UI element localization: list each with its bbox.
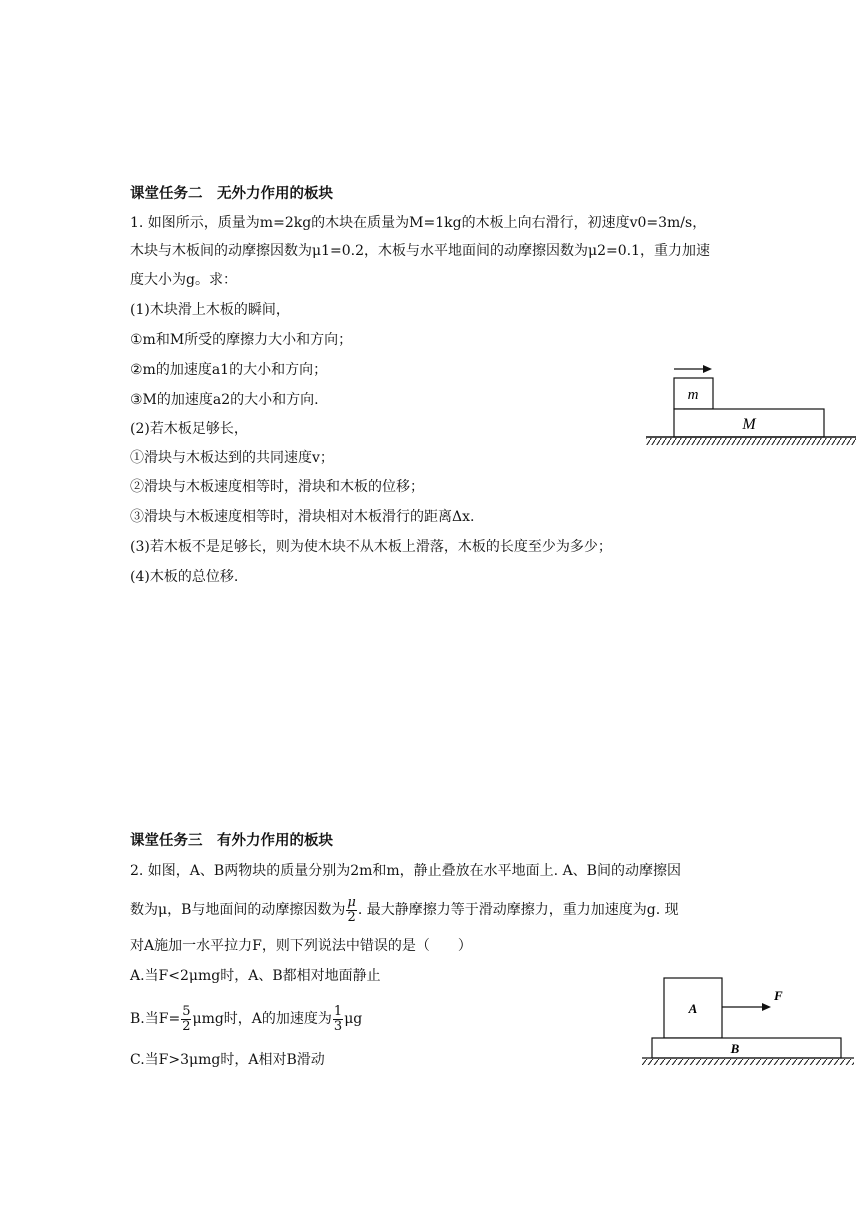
one-third-fraction [333,1005,343,1034]
fraction-denominator: 3 [333,1018,343,1034]
ground-hatch [646,438,856,445]
ground-hatch [642,1059,854,1065]
task3-line-2-text-b: . 最大静摩擦力等于滑动摩擦力，重力加速度为g. 现 [357,902,679,918]
board-label: M [742,416,756,433]
fraction-denominator: 2 [182,1018,191,1034]
task2-question-2b: ②滑块与木板速度相等时，滑块和木板的位移； [130,479,424,495]
force-arrow [722,1003,771,1011]
task3-problem-line-1: 2. 如图，A、B两物块的质量分别为2m和m，静止叠放在水平地面上. A、B间的动摩擦因 [130,863,681,879]
task2-question-1: (1)木块滑上木板的瞬间， [130,302,290,318]
task2-question-1c: ③M的加速度a2的大小和方向. [130,392,319,408]
task2-question-2a: ①滑块与木板达到的共同速度v； [130,450,334,466]
five-halves-fraction [181,1005,191,1034]
block-b [652,1038,841,1058]
task2-question-3: (3)若木板不是足够长，则为使木块不从木板上滑落，木板的长度至少为多少； [130,539,612,555]
fraction-numerator: 5 [182,1003,191,1019]
task2-heading: 课堂任务二 无外力作用的板块 [130,186,333,202]
task3-line-2-text-a: 数为μ，B与地面间的动摩擦因数为 [130,902,346,918]
mu-over-2-fraction [346,896,356,925]
option-b-text-c: μg [344,1011,363,1027]
block-a-label: A [688,1001,698,1016]
option-b [130,1001,362,1037]
task3-problem-line-2 [130,893,679,927]
task2-question-4: (4)木板的总位移. [130,569,239,585]
task3-heading: 课堂任务三 有外力作用的板块 [130,833,333,849]
option-c: C.当F>3μmg时，A相对B滑动 [130,1052,325,1068]
task2-problem-line-3: 度大小为g。求： [130,272,237,288]
fraction-numerator: 1 [333,1003,343,1019]
block-board-figure [640,360,860,450]
task2-problem-line-2: 木块与木板间的动摩擦因数为μ1=0.2，木板与水平地面间的动摩擦因数为μ2=0.1，重力加速 [130,243,710,259]
fraction-numerator: μ [347,894,356,910]
option-b-text-a: B.当F= [130,1011,181,1027]
option-b-text-b: μmg时，A的加速度为 [192,1011,332,1027]
force-block-figure [640,972,858,1072]
task2-question-2c: ③滑块与木板速度相等时，滑块相对木板滑行的距离Δx. [130,509,475,525]
task2-problem-line-1: 1. 如图所示，质量为m=2kg的木块在质量为M=1kg的木板上向右滑行，初速度v0=3m/s， [130,215,707,231]
small-block-label: m [687,387,699,403]
block-b-label: B [730,1041,740,1056]
task2-question-1a: ①m和M所受的摩擦力大小和方向； [130,332,353,348]
option-a: A.当F<2μmg时，A、B都相对地面静止 [130,968,381,984]
velocity-arrow [674,365,712,373]
force-label: F [774,988,783,1003]
fraction-denominator: 2 [347,909,356,925]
task2-question-1b: ②m的加速度a1的大小和方向； [130,362,328,378]
task3-problem-line-3: 对A施加一水平拉力F，则下列说法中错误的是（ ） [130,938,472,954]
task2-question-2: (2)若木板足够长， [130,421,248,437]
